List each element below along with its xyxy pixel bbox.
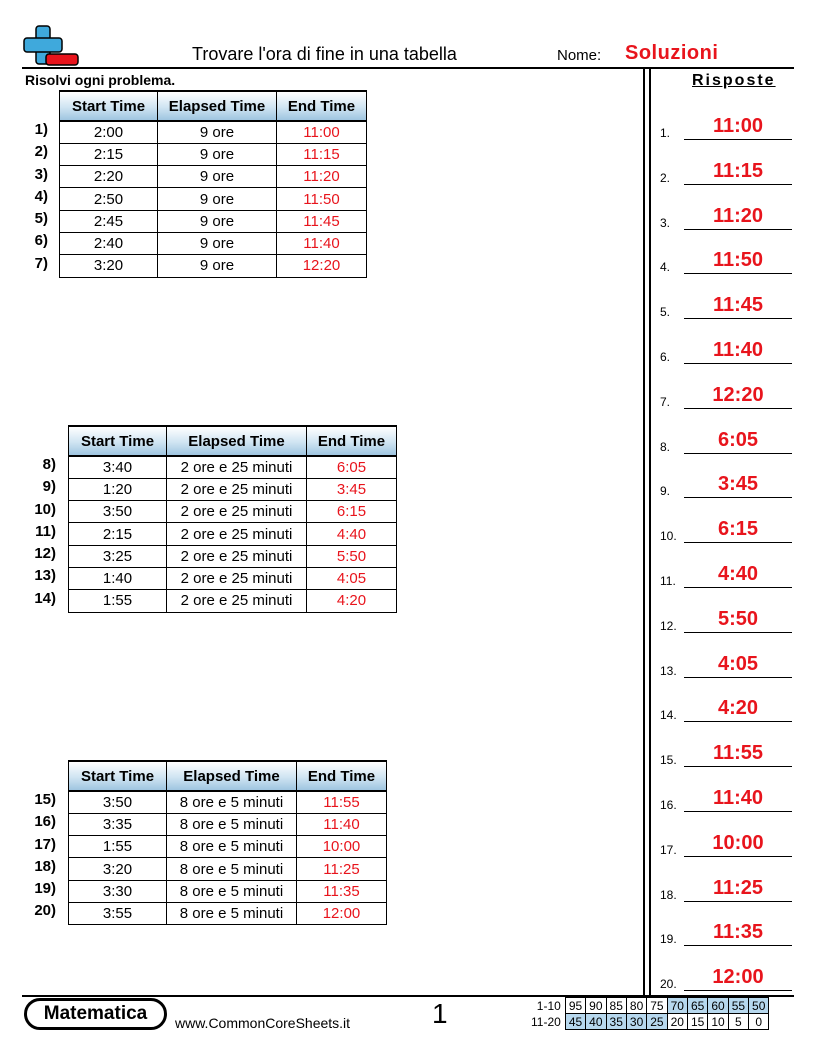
table-row bbox=[60, 255, 367, 277]
score-row bbox=[528, 998, 769, 1014]
start-time-cell: 3:30 bbox=[69, 880, 167, 902]
elapsed-time-cell: 2 ore e 25 minuti bbox=[167, 545, 307, 567]
table-row bbox=[69, 523, 397, 545]
answer-number: 16. bbox=[660, 798, 677, 812]
answer-number: 8. bbox=[660, 439, 671, 454]
end-time-cell: 11:35 bbox=[297, 880, 387, 902]
start-time-cell: 3:40 bbox=[69, 456, 167, 478]
answer-value: 6:05 bbox=[717, 428, 759, 451]
score-cell: 60 bbox=[708, 998, 728, 1014]
header-elapsed-time: Elapsed Time bbox=[167, 426, 307, 456]
score-cell: 40 bbox=[586, 1014, 606, 1030]
table-row bbox=[60, 232, 367, 254]
problem-number: 18) bbox=[34, 857, 56, 875]
answer-row bbox=[660, 244, 794, 274]
answer-number: 13. bbox=[660, 663, 677, 678]
answer-number: 20. bbox=[660, 977, 677, 992]
answer-number: 4. bbox=[660, 260, 671, 275]
end-time-cell: 4:40 bbox=[307, 523, 397, 545]
answer-line bbox=[684, 453, 792, 454]
answer-line bbox=[684, 229, 792, 230]
answer-number: 2. bbox=[660, 170, 671, 185]
page-title: Trovare l'ora di fine in una tabella bbox=[192, 44, 457, 64]
end-time-cell: 6:15 bbox=[307, 501, 397, 523]
elapsed-time-cell: 8 ore e 5 minuti bbox=[167, 836, 297, 858]
end-time-cell: 11:55 bbox=[297, 791, 387, 813]
problem-number: 12) bbox=[34, 545, 56, 563]
problem-numbers bbox=[26, 789, 56, 923]
score-cell: 10 bbox=[708, 1014, 728, 1030]
problem-number: 2) bbox=[34, 143, 48, 161]
answer-value: 11:50 bbox=[712, 249, 764, 272]
answer-value: 12:00 bbox=[712, 966, 764, 989]
table-row bbox=[69, 478, 397, 500]
answer-line bbox=[684, 721, 792, 722]
elapsed-time-cell: 2 ore e 25 minuti bbox=[167, 456, 307, 478]
score-table bbox=[528, 997, 769, 1030]
start-time-cell: 1:55 bbox=[69, 836, 167, 858]
elapsed-time-cell: 2 ore e 25 minuti bbox=[167, 478, 307, 500]
end-time-cell: 10:00 bbox=[297, 836, 387, 858]
start-time-cell: 3:55 bbox=[69, 902, 167, 924]
page-number: 1 bbox=[432, 998, 448, 1029]
score-range-label: 11-20 bbox=[531, 1014, 561, 1029]
answer-line bbox=[684, 587, 792, 588]
start-time-cell: 3:50 bbox=[69, 791, 167, 813]
problem-number: 7) bbox=[34, 254, 48, 272]
answer-number: 3. bbox=[660, 215, 671, 230]
column-divider bbox=[643, 68, 645, 996]
table-row bbox=[60, 166, 367, 188]
start-time-cell: 1:55 bbox=[69, 590, 167, 612]
problem-number: 6) bbox=[34, 232, 48, 250]
start-time-cell: 3:35 bbox=[69, 813, 167, 835]
instructions: Risolvi ogni problema. bbox=[25, 72, 176, 88]
start-time-cell: 2:00 bbox=[60, 121, 158, 143]
end-time-cell: 6:05 bbox=[307, 456, 397, 478]
start-time-cell: 2:20 bbox=[60, 166, 158, 188]
answer-value: 11:40 bbox=[712, 339, 764, 361]
score-cell: 20 bbox=[667, 1014, 687, 1030]
answer-value: 5:50 bbox=[717, 607, 759, 630]
answer-line bbox=[684, 542, 792, 543]
elapsed-time-cell: 9 ore bbox=[158, 210, 277, 232]
start-time-cell: 1:40 bbox=[69, 567, 167, 589]
score-cell: 15 bbox=[687, 1014, 707, 1030]
score-cell: 45 bbox=[565, 1014, 585, 1030]
problem-number: 20) bbox=[34, 902, 56, 920]
answer-row bbox=[660, 872, 794, 902]
problem-number: 19) bbox=[34, 880, 56, 898]
elapsed-time-cell: 2 ore e 25 minuti bbox=[167, 567, 307, 589]
brand-badge: Matematica bbox=[24, 998, 167, 1030]
problem-number: 4) bbox=[34, 187, 48, 205]
answer-value: 12:20 bbox=[712, 383, 764, 406]
start-time-cell: 1:20 bbox=[69, 478, 167, 500]
elapsed-time-cell: 9 ore bbox=[158, 121, 277, 143]
start-time-cell: 2:15 bbox=[60, 143, 158, 165]
answer-value: 4:05 bbox=[717, 652, 759, 675]
score-cell: 65 bbox=[687, 998, 707, 1014]
score-cell: 85 bbox=[606, 998, 626, 1014]
answer-row bbox=[660, 737, 794, 767]
start-time-cell: 3:20 bbox=[69, 858, 167, 880]
score-cell: 95 bbox=[565, 998, 585, 1014]
problem-number: 11) bbox=[35, 522, 56, 540]
answer-row bbox=[660, 334, 794, 364]
problem-number: 1) bbox=[34, 121, 48, 138]
score-cell: 55 bbox=[728, 998, 748, 1014]
site-url: www.CommonCoreSheets.it bbox=[175, 1015, 351, 1031]
end-time-cell: 11:40 bbox=[297, 813, 387, 835]
start-time-cell: 2:15 bbox=[69, 523, 167, 545]
problem-number: 17) bbox=[34, 835, 56, 853]
problem-number: 9) bbox=[42, 478, 56, 496]
score-cell: 75 bbox=[647, 998, 667, 1014]
table-row bbox=[69, 858, 387, 880]
problem-number: 10) bbox=[34, 500, 56, 518]
elapsed-time-cell: 8 ore e 5 minuti bbox=[167, 880, 297, 902]
answer-line bbox=[684, 990, 792, 991]
problem-numbers bbox=[18, 119, 48, 275]
answer-row bbox=[660, 916, 794, 946]
score-cell: 0 bbox=[749, 1014, 769, 1030]
answer-row bbox=[660, 200, 794, 230]
answer-number: 7. bbox=[660, 394, 671, 409]
answer-number: 11. bbox=[660, 574, 676, 588]
name-value: Soluzioni bbox=[625, 42, 719, 64]
header-end-time: End Time bbox=[277, 91, 367, 121]
start-time-cell: 2:40 bbox=[60, 232, 158, 254]
elapsed-time-cell: 9 ore bbox=[158, 255, 277, 277]
table-row bbox=[69, 902, 387, 924]
answer-line bbox=[684, 677, 792, 678]
start-time-cell: 3:50 bbox=[69, 501, 167, 523]
end-time-cell: 3:45 bbox=[307, 478, 397, 500]
table-row bbox=[69, 880, 387, 902]
answer-line bbox=[684, 497, 792, 498]
answer-value: 11:25 bbox=[712, 876, 764, 899]
header-rule bbox=[22, 67, 794, 69]
problem-number: 14) bbox=[34, 589, 56, 607]
name-label: Nome: bbox=[557, 47, 602, 64]
problem-number: 13) bbox=[34, 567, 56, 585]
table-row bbox=[69, 813, 387, 835]
answer-number: 10. bbox=[660, 529, 677, 544]
table-row bbox=[69, 501, 397, 523]
answer-line bbox=[684, 856, 792, 857]
header-start-time: Start Time bbox=[69, 761, 167, 791]
problem-number: 8) bbox=[42, 456, 56, 473]
answer-line bbox=[684, 184, 792, 185]
header-end-time: End Time bbox=[297, 761, 387, 791]
answer-row bbox=[660, 692, 794, 722]
answer-row bbox=[660, 513, 794, 543]
elapsed-time-cell: 2 ore e 25 minuti bbox=[167, 523, 307, 545]
answer-line bbox=[684, 945, 792, 946]
end-time-cell: 11:00 bbox=[277, 121, 367, 143]
table-row bbox=[69, 590, 397, 612]
score-cell: 30 bbox=[626, 1014, 646, 1030]
answer-row bbox=[660, 289, 794, 319]
table-row bbox=[60, 210, 367, 232]
answer-row bbox=[660, 110, 794, 140]
answer-value: 11:15 bbox=[712, 159, 764, 182]
end-time-cell: 12:20 bbox=[277, 255, 367, 277]
end-time-cell: 12:00 bbox=[297, 902, 387, 924]
elapsed-time-cell: 8 ore e 5 minuti bbox=[167, 858, 297, 880]
answer-line bbox=[684, 273, 792, 274]
score-cell: 80 bbox=[626, 998, 646, 1014]
end-time-cell: 4:20 bbox=[307, 590, 397, 612]
problem-number: 16) bbox=[34, 813, 56, 831]
elapsed-time-cell: 9 ore bbox=[158, 166, 277, 188]
answer-value: 11:00 bbox=[712, 115, 764, 137]
answer-value: 3:45 bbox=[717, 473, 759, 496]
score-cell: 25 bbox=[647, 1014, 667, 1030]
end-time-cell: 5:50 bbox=[307, 545, 397, 567]
end-time-cell: 11:40 bbox=[277, 232, 367, 254]
elapsed-time-cell: 9 ore bbox=[158, 143, 277, 165]
answer-number: 18. bbox=[660, 887, 677, 902]
answer-row bbox=[660, 468, 794, 498]
header-start-time: Start Time bbox=[60, 91, 158, 121]
table-row bbox=[60, 188, 367, 210]
problem-number: 3) bbox=[34, 165, 48, 183]
start-time-cell: 3:25 bbox=[69, 545, 167, 567]
table-row bbox=[69, 545, 397, 567]
table-row bbox=[60, 143, 367, 165]
header-elapsed-time: Elapsed Time bbox=[167, 761, 297, 791]
column-divider bbox=[649, 68, 651, 996]
answer-row bbox=[660, 782, 794, 812]
score-cell: 90 bbox=[586, 998, 606, 1014]
answer-value: 4:20 bbox=[717, 697, 759, 720]
answer-value: 11:35 bbox=[712, 921, 764, 944]
answer-number: 9. bbox=[660, 484, 671, 499]
answer-row bbox=[660, 961, 794, 991]
score-cell: 50 bbox=[749, 998, 769, 1014]
answer-value: 4:40 bbox=[717, 563, 759, 585]
answer-value: 11:55 bbox=[712, 742, 764, 765]
table-row bbox=[69, 567, 397, 589]
answers-heading: Risposte bbox=[692, 72, 776, 89]
answer-value: 11:45 bbox=[712, 294, 764, 317]
table-row bbox=[60, 121, 367, 143]
answer-line bbox=[684, 811, 792, 812]
end-time-cell: 11:15 bbox=[277, 143, 367, 165]
header-end-time: End Time bbox=[307, 426, 397, 456]
answer-number: 19. bbox=[660, 932, 677, 947]
answer-row bbox=[660, 827, 794, 857]
answer-row bbox=[660, 155, 794, 185]
score-row bbox=[528, 1014, 769, 1030]
answer-number: 14. bbox=[660, 708, 677, 723]
answer-row bbox=[660, 424, 794, 454]
answer-number: 6. bbox=[660, 350, 671, 364]
problem-number: 5) bbox=[34, 210, 48, 228]
elapsed-time-cell: 8 ore e 5 minuti bbox=[167, 813, 297, 835]
answer-line bbox=[684, 363, 792, 364]
elapsed-time-cell: 9 ore bbox=[158, 232, 277, 254]
score-cell: 5 bbox=[728, 1014, 748, 1030]
elapsed-time-cell: 8 ore e 5 minuti bbox=[167, 902, 297, 924]
end-time-cell: 11:25 bbox=[297, 858, 387, 880]
end-time-cell: 11:45 bbox=[277, 210, 367, 232]
answer-row bbox=[660, 648, 794, 678]
answer-line bbox=[684, 318, 792, 319]
header-elapsed-time: Elapsed Time bbox=[158, 91, 277, 121]
plus-minus-logo-icon bbox=[22, 24, 80, 68]
answer-value: 6:15 bbox=[717, 518, 759, 541]
answer-number: 15. bbox=[660, 753, 677, 768]
elapsed-time-cell: 2 ore e 25 minuti bbox=[167, 590, 307, 612]
answer-row bbox=[660, 558, 794, 588]
table-row bbox=[69, 836, 387, 858]
answer-number: 5. bbox=[660, 305, 671, 320]
answer-line bbox=[684, 766, 792, 767]
problem-table bbox=[59, 90, 367, 278]
start-time-cell: 3:20 bbox=[60, 255, 158, 277]
start-time-cell: 2:45 bbox=[60, 210, 158, 232]
problem-numbers bbox=[26, 454, 56, 610]
answer-row bbox=[660, 603, 794, 633]
answer-value: 11:40 bbox=[712, 787, 764, 809]
answer-line bbox=[684, 632, 792, 633]
end-time-cell: 11:50 bbox=[277, 188, 367, 210]
end-time-cell: 11:20 bbox=[277, 166, 367, 188]
answer-number: 17. bbox=[660, 842, 677, 857]
header-start-time: Start Time bbox=[69, 426, 167, 456]
elapsed-time-cell: 8 ore e 5 minuti bbox=[167, 791, 297, 813]
problem-table bbox=[68, 760, 387, 925]
answer-number: 1. bbox=[660, 126, 671, 140]
score-range-label: 1-10 bbox=[536, 998, 561, 1013]
elapsed-time-cell: 2 ore e 25 minuti bbox=[167, 501, 307, 523]
answer-row bbox=[660, 379, 794, 409]
answer-value: 11:20 bbox=[712, 204, 764, 227]
score-cell: 70 bbox=[667, 998, 687, 1014]
answer-number: 12. bbox=[660, 618, 677, 633]
answer-line bbox=[684, 408, 792, 409]
problem-number: 15) bbox=[34, 791, 56, 808]
end-time-cell: 4:05 bbox=[307, 567, 397, 589]
table-row bbox=[69, 791, 387, 813]
table-row bbox=[69, 456, 397, 478]
answer-value: 10:00 bbox=[712, 831, 764, 854]
problem-table bbox=[68, 425, 397, 613]
score-cell: 35 bbox=[606, 1014, 626, 1030]
answer-line bbox=[684, 901, 792, 902]
start-time-cell: 2:50 bbox=[60, 188, 158, 210]
elapsed-time-cell: 9 ore bbox=[158, 188, 277, 210]
answer-line bbox=[684, 139, 792, 140]
